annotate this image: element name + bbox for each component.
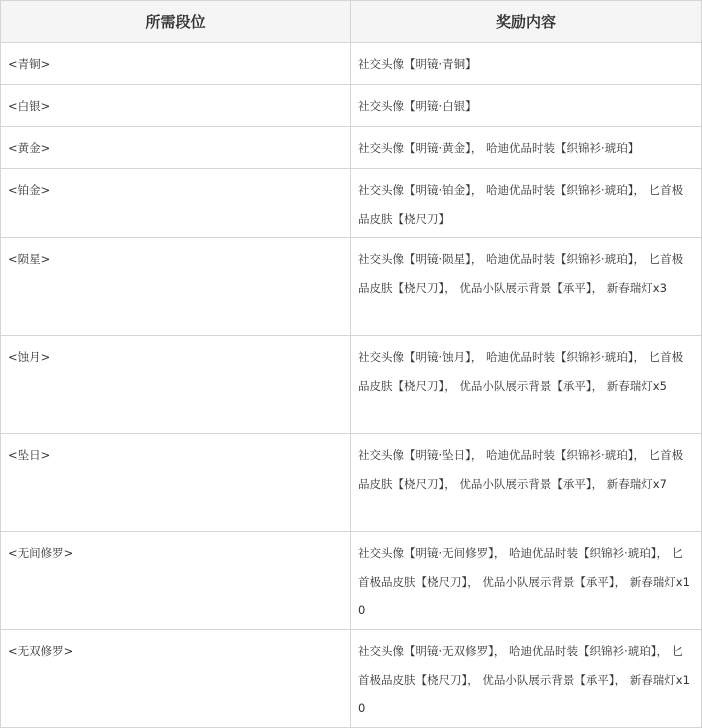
- table-row: [1, 336, 702, 434]
- table-row: [1, 630, 702, 728]
- table-row: [1, 43, 702, 85]
- rank-label: <青铜>: [8, 57, 51, 71]
- table-row: [1, 238, 702, 336]
- table-row: [1, 169, 702, 238]
- reward-description: 社交头像【明镜·白银】: [358, 99, 477, 113]
- header-reward-content: 奖励内容: [351, 1, 702, 43]
- rank-cell: [1, 85, 351, 127]
- header-row: [1, 1, 702, 43]
- reward-cell: [351, 336, 702, 434]
- rank-cell: [1, 434, 351, 532]
- table-row: [1, 85, 702, 127]
- rank-cell: [1, 532, 351, 630]
- rank-label: <黄金>: [8, 141, 51, 155]
- rank-cell: [1, 630, 351, 728]
- reward-cell: [351, 630, 702, 728]
- rank-label: <铂金>: [8, 183, 51, 197]
- table-row: [1, 532, 702, 630]
- rank-label: <无双修罗>: [8, 644, 74, 658]
- reward-description: 社交头像【明镜·蚀月】， 哈迪优品时装【织锦衫·琥珀】， 匕首极品皮肤【桡尺刀】， 优品小队展示背景【承平】， 新春瑞灯x5: [358, 350, 684, 393]
- reward-description: 社交头像【明镜·青铜】: [358, 57, 477, 71]
- rank-cell: [1, 238, 351, 336]
- rank-label: <白银>: [8, 99, 51, 113]
- rank-label: <陨星>: [8, 252, 51, 266]
- rank-cell: [1, 169, 351, 238]
- table-header: [1, 1, 702, 43]
- reward-cell: [351, 434, 702, 532]
- rank-cell: [1, 127, 351, 169]
- reward-description: 社交头像【明镜·陨星】， 哈迪优品时装【织锦衫·琥珀】， 匕首极品皮肤【桡尺刀】， 优品小队展示背景【承平】， 新春瑞灯x3: [358, 252, 684, 295]
- rank-cell: [1, 43, 351, 85]
- reward-cell: [351, 43, 702, 85]
- reward-cell: [351, 532, 702, 630]
- table-row: [1, 434, 702, 532]
- reward-description: 社交头像【明镜·黄金】， 哈迪优品时装【织锦衫·琥珀】: [358, 141, 640, 155]
- table-body: [1, 43, 702, 728]
- reward-cell: [351, 127, 702, 169]
- reward-description: 社交头像【明镜·坠日】， 哈迪优品时装【织锦衫·琥珀】， 匕首极品皮肤【桡尺刀】， 优品小队展示背景【承平】， 新春瑞灯x7: [358, 448, 684, 491]
- rank-cell: [1, 336, 351, 434]
- header-required-rank: 所需段位: [1, 1, 351, 43]
- reward-description: 社交头像【明镜·铂金】， 哈迪优品时装【织锦衫·琥珀】， 匕首极品皮肤【桡尺刀】: [358, 183, 684, 226]
- reward-cell: [351, 169, 702, 238]
- reward-description: 社交头像【明镜·无双修罗】， 哈迪优品时装【织锦衫·琥珀】， 匕首极品皮肤【桡尺刀】， 优品小队展示背景【承平】， 新春瑞灯x10: [358, 644, 690, 715]
- reward-cell: [351, 85, 702, 127]
- rank-label: <坠日>: [8, 448, 51, 462]
- reward-description: 社交头像【明镜·无间修罗】， 哈迪优品时装【织锦衫·琥珀】， 匕首极品皮肤【桡尺刀】， 优品小队展示背景【承平】， 新春瑞灯x10: [358, 546, 690, 617]
- reward-cell: [351, 238, 702, 336]
- rank-label: <蚀月>: [8, 350, 51, 364]
- table-row: [1, 127, 702, 169]
- rank-label: <无间修罗>: [8, 546, 74, 560]
